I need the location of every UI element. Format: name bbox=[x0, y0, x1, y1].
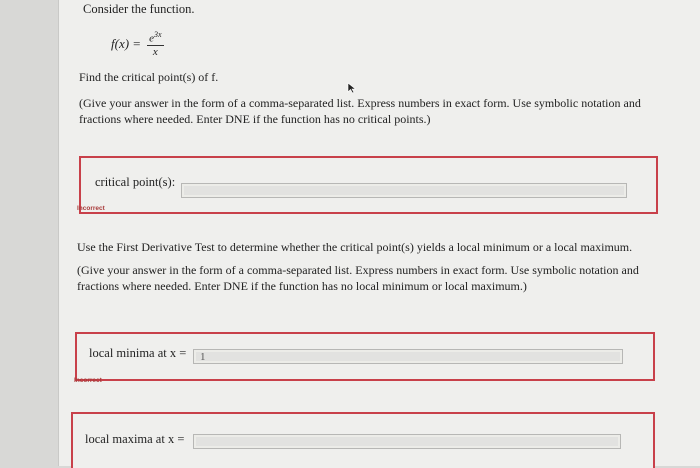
function-lhs: f(x) = bbox=[111, 35, 142, 51]
local-minima-status: Incorrect bbox=[74, 377, 102, 384]
function-numerator: $e^{3x}$ bbox=[149, 30, 162, 45]
local-minima-label: local minima at x = bbox=[89, 346, 187, 360]
critical-points-answer-box bbox=[79, 156, 658, 214]
local-maxima-answer-box bbox=[71, 412, 655, 468]
function-denominator: x bbox=[152, 45, 158, 58]
local-minima-answer-box bbox=[75, 332, 655, 381]
local-maxima-label: local maxima at x = bbox=[85, 432, 185, 446]
critical-points-input[interactable] bbox=[181, 183, 627, 198]
part2-instructions: (Give your answer in the form of a comma-separated list. Express numbers in exact form. Use symbolic notation and fractions where needed. Enter DNE if the function has no local minimum or local maximum.) bbox=[77, 263, 639, 293]
function-formula bbox=[111, 30, 164, 58]
part1-prompt: Find the critical point(s) of f. bbox=[79, 70, 219, 84]
question-intro: Consider the function. bbox=[83, 2, 195, 16]
part1-instructions: (Give your answer in the form of a comma-separated list. Express numbers in exact form. Use symbolic notation and fractions where needed. Enter DNE if the function has no critical points.) bbox=[79, 96, 641, 126]
question-page bbox=[58, 0, 700, 466]
function-fraction bbox=[147, 30, 163, 58]
critical-points-status: Incorrect bbox=[77, 205, 105, 212]
local-maxima-input[interactable] bbox=[193, 434, 621, 449]
part2-prompt: Use the First Derivative Test to determine whether the critical point(s) yields a local minimum or a local maximum. bbox=[77, 240, 633, 254]
local-minima-input[interactable] bbox=[193, 349, 623, 364]
critical-points-label: critical point(s): bbox=[95, 175, 176, 189]
